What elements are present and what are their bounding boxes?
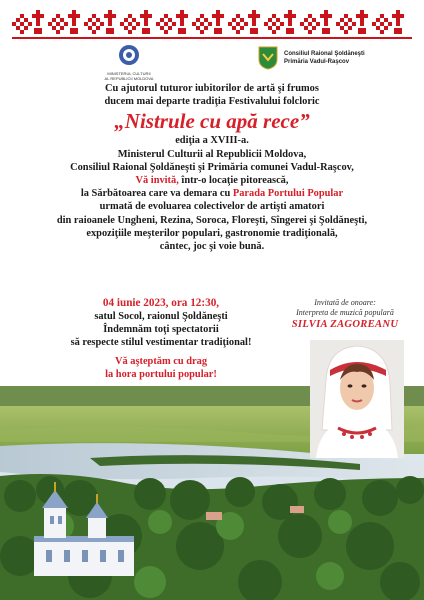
organizers-line-2: Consiliul Raional Şoldăneşti şi Primăria comunei Vadul-Raşcov,	[70, 161, 354, 173]
dress-code-line-2: să respecte stilul vestimentar tradiţional!	[70, 337, 252, 348]
closing-line-1: Vă aşteptăm cu drag	[114, 356, 208, 367]
guest-portrait	[310, 340, 404, 458]
ornament-motif	[156, 10, 188, 34]
ministry-logo	[84, 44, 174, 81]
ornament-motif	[48, 10, 80, 34]
festival-title: „Nistrule cu apă rece”	[114, 109, 310, 134]
invites-word: Vă invită,	[135, 175, 179, 187]
ornament-motif	[300, 10, 332, 34]
ornament-motif	[372, 10, 404, 34]
parade-name: Parada Portului Popular	[232, 188, 344, 200]
guest-label: Invitată de onoare:	[314, 298, 376, 307]
dress-code-line-1: Îndemnăm toţi spectatorii	[103, 324, 219, 335]
regions-line: din raioanele Ungheni, Rezina, Soroca, Floreşti, Sîngerei şi Şoldăneşti,	[56, 214, 368, 226]
location-text: într-o locaţie pitorească,	[178, 175, 289, 187]
celebration-line	[0, 187, 424, 200]
edition: ediţia a XVIII-a.	[175, 135, 249, 147]
evolution-line: urmată de evoluarea colectivelor de artişti amatori	[99, 201, 325, 213]
ornament-motif	[264, 10, 296, 34]
ornament-motif	[192, 10, 224, 34]
ornament-motif	[84, 10, 116, 34]
invitation-text	[0, 82, 424, 253]
intro-line-2: ducem mai departe tradiţia Festivalului folcloric	[104, 96, 320, 108]
closing-line-2: la hora portului popular!	[105, 369, 217, 380]
ministry-emblem-icon	[118, 44, 140, 66]
organizers-line-1: Ministerul Culturii al Republicii Moldova,	[117, 148, 307, 160]
guest-role: Interpreta de muzică populară	[296, 308, 394, 317]
intro-line-1: Cu ajutorul tuturor iubitorilor de artă şi frumos	[105, 83, 319, 94]
celebration-text: la Sărbătoarea care va demara cu	[80, 188, 233, 200]
ministry-caption-1: MINISTERUL CULTURII	[107, 71, 151, 76]
guest-name: SILVIA ZAGOREANU	[291, 319, 399, 330]
council-caption-2: Primăria Vadul-Raşcov	[284, 59, 350, 65]
ornament-motif	[336, 10, 368, 34]
council-emblem-icon	[258, 46, 278, 70]
ministry-caption-2: AL REPUBLICII MOLDOVA	[104, 76, 154, 81]
expo-line: expoziţiile meşterilor populari, gastronomie tradiţională,	[86, 227, 338, 239]
invite-line	[0, 174, 424, 187]
embroidery-ornament	[12, 6, 412, 42]
event-place: satul Socol, raionul Şoldăneşti	[94, 311, 228, 322]
council-caption-1: Consiliul Raional Şoldăneşti	[284, 51, 365, 57]
event-details	[36, 297, 286, 381]
ornament-motif	[120, 10, 152, 34]
songs-line: cântec, joc şi voie bună.	[159, 241, 265, 253]
guest-of-honor	[280, 298, 410, 331]
ornament-motif	[228, 10, 260, 34]
event-date-time: 04 iunie 2023, ora 12:30,	[102, 297, 220, 309]
